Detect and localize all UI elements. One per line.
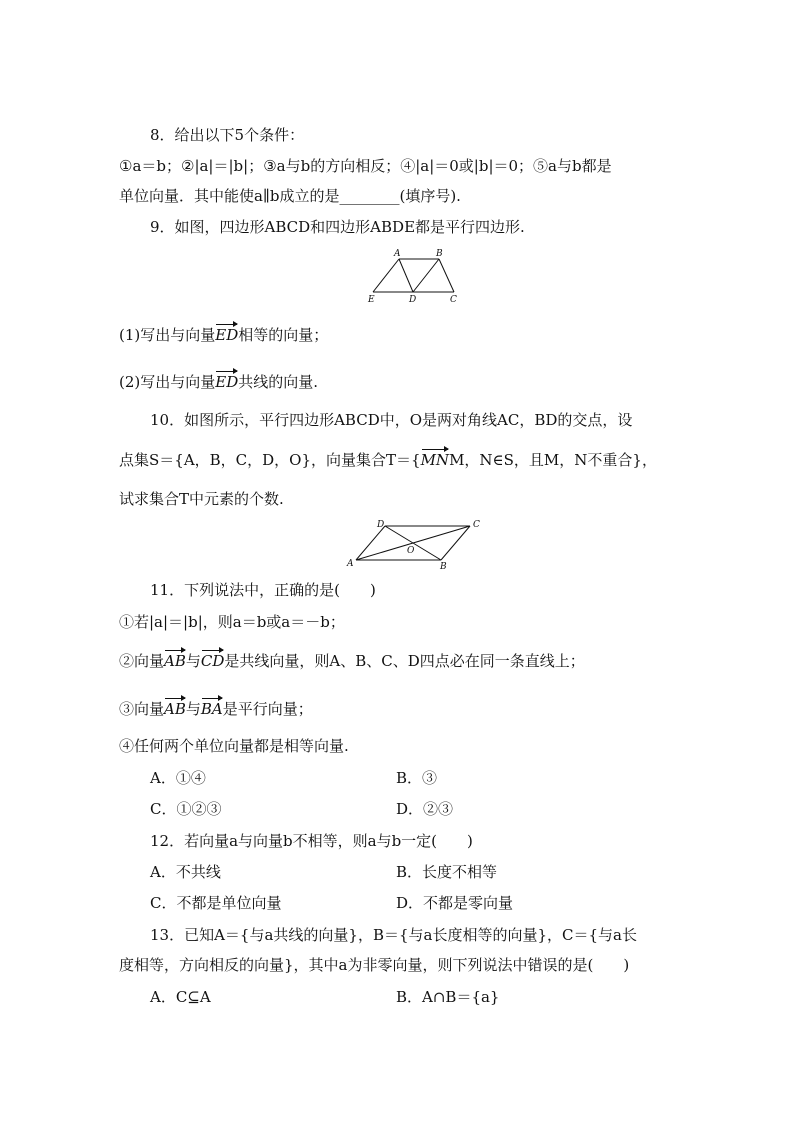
q9-label-b: B	[436, 249, 443, 259]
q12-option-a: A．不共线	[150, 863, 221, 881]
q8-conditions: ①a＝b；②|a|＝|b|；③a与b的方向相反；④|a|＝0或|b|＝0；⑤a与b都是	[119, 157, 612, 175]
q11-option-c: C．①②③	[150, 800, 222, 818]
q11-statement-4: ④任何两个单位向量都是相等向量.	[119, 737, 349, 755]
q8-question: 单位向量．其中能使a∥b成立的是________(填序号).	[119, 187, 461, 205]
q13-option-a: A．C⊆A	[150, 988, 211, 1006]
q11-statement-1: ①若|a|＝|b|，则a＝b或a＝－b；	[119, 613, 345, 631]
vector-ed: ED	[215, 326, 239, 344]
vector-ab: AB	[164, 700, 186, 718]
q10-line3: 试求集合T中元素的个数.	[119, 490, 284, 508]
q10-line1: 10．如图所示，平行四边形ABCD中，O是两对角线AC，BD的交点，设	[150, 411, 633, 429]
q11-statement-3: ③向量AB与BA是平行向量；	[119, 700, 313, 718]
q9-label-e: E	[368, 295, 375, 304]
q13-option-b: B．A∩B＝{a}	[396, 988, 500, 1006]
vector-cd: CD	[200, 652, 225, 670]
q10-label-o: O	[407, 546, 415, 556]
q9-label-c: C	[450, 295, 457, 304]
q10-label-b: B	[440, 562, 447, 572]
q10-label-c: C	[473, 520, 480, 530]
q13-line2: 度相等，方向相反的向量}，其中a为非零向量，则下列说法中错误的是( )	[119, 956, 630, 974]
q9-figure	[360, 246, 470, 304]
q11-option-d: D．②③	[396, 800, 454, 818]
q13-line1: 13．已知A＝{与a共线的向量}，B＝{与a长度相等的向量}，C＝{与a长	[150, 926, 637, 944]
q9-stem: 9．如图，四边形ABCD和四边形ABDE都是平行四边形.	[150, 218, 525, 236]
q12-option-c: C．不都是单位向量	[150, 894, 282, 912]
vector-ba: BA	[200, 700, 223, 718]
q9-label-d: D	[409, 295, 417, 304]
q11-stem: 11．下列说法中，正确的是( )	[150, 581, 376, 599]
q9-part2: (2)写出与向量ED共线的向量.	[119, 373, 319, 391]
q11-option-a: A．①④	[150, 769, 206, 787]
q12-option-d: D．不都是零向量	[396, 894, 514, 912]
q9-part1: (1)写出与向量ED相等的向量；	[119, 326, 329, 344]
vector-ab: AB	[164, 652, 186, 670]
q11-option-b: B．③	[396, 769, 438, 787]
q10-figure	[342, 516, 490, 574]
q9-label-a: A	[394, 249, 401, 259]
vector-mn: MN	[420, 451, 450, 469]
q10-label-d: D	[377, 520, 385, 530]
q11-statement-2: ②向量AB与CD是共线向量，则A、B、C、D四点必在同一条直线上；	[119, 652, 585, 670]
q8-stem: 8．给出以下5个条件：	[150, 126, 305, 144]
q12-stem: 12．若向量a与向量b不相等，则a与b一定( )	[150, 832, 473, 850]
vector-ed: ED	[215, 373, 239, 391]
q12-option-b: B．长度不相等	[396, 863, 498, 881]
q10-label-a: A	[347, 559, 354, 569]
q10-line2: 点集S＝{A，B，C，D，O}，向量集合T＝{MNM，N∈S，且M，N不重合}，	[119, 451, 657, 469]
